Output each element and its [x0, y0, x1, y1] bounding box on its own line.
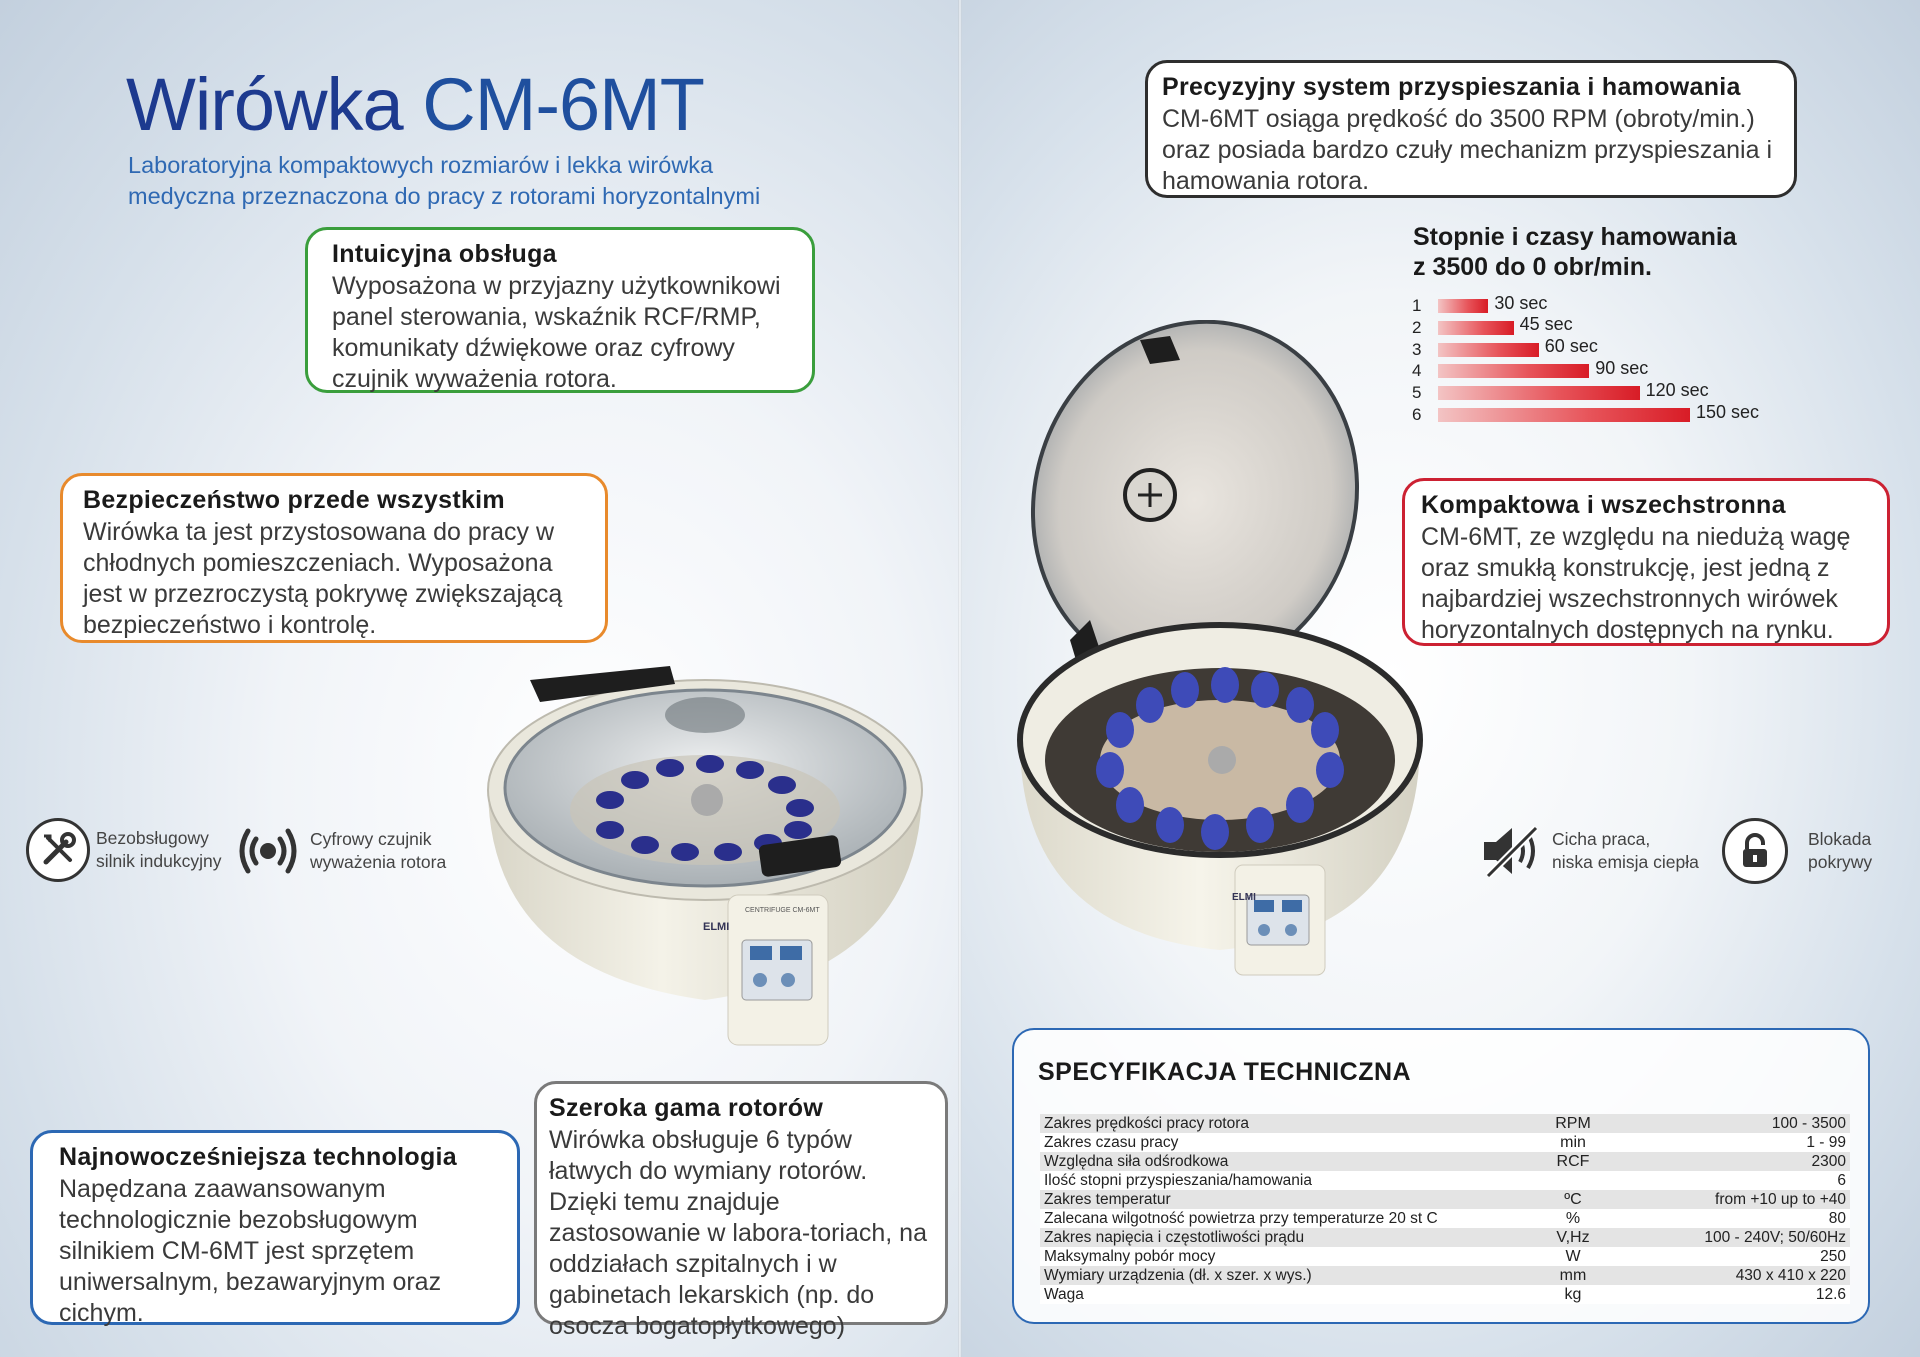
braking-bar-row [1412, 292, 1548, 316]
precision-text: CM-6MT osiąga prędkość do 3500 RPM (obroty/min.) oraz posiada bardzo czuły mechanizm przyspieszania i hamowania rotora. [1162, 105, 1773, 195]
intuitive-heading: Intuicyjna obsługa [332, 240, 557, 268]
box-compact [1402, 478, 1890, 646]
braking-time-label: 45 sec [1519, 314, 1573, 335]
spec-row [1040, 1133, 1850, 1152]
motor-feature-line-1: Bezobsługowy [96, 828, 209, 848]
compact-text: CM-6MT, ze względu na niedużą wagę oraz smukłą konstrukcję, jest jedną z najbardziej wszechstronnych wirówek horyzontalnych dostępnych na rynku. [1421, 523, 1851, 644]
braking-title [1413, 222, 1737, 282]
spec-row [1040, 1152, 1850, 1171]
spec-unit: RPM [1534, 1114, 1612, 1133]
spec-unit: RCF [1534, 1152, 1612, 1171]
braking-time-label: 60 sec [1544, 336, 1598, 357]
muted-speaker-icon [1480, 822, 1542, 880]
panel-label: CENTRIFUGE CM-6MT [745, 907, 820, 914]
braking-bar [1438, 343, 1539, 357]
technology-text: Napędzana zaawansowanym technologicznie bezobsługowym silnikiem CM-6MT jest sprzętem uniwersalnym, bezawaryjnym oraz cichym. [59, 1175, 442, 1327]
spec-unit: ºC [1534, 1190, 1612, 1209]
spec-param: Względna siła odśrodkowa [1040, 1152, 1534, 1171]
spec-row [1040, 1285, 1850, 1304]
braking-bar-row [1412, 357, 1649, 381]
spec-param: Zakres napięcia i częstotliwości prądu [1040, 1228, 1534, 1247]
motor-feature-line-2: silnik indukcyjny [96, 851, 222, 871]
spec-value: 6 [1612, 1171, 1850, 1190]
braking-bar-row [1412, 336, 1598, 360]
rotors-heading: Szeroka gama rotorów [549, 1094, 824, 1122]
spec-unit [1534, 1171, 1612, 1190]
brand-logo-right: ELMI [1232, 892, 1256, 903]
spec-row [1040, 1266, 1850, 1285]
braking-level-number: 1 [1412, 296, 1422, 315]
page-fold [958, 0, 962, 1357]
subtitle-line-1: Laboratoryjna kompaktowych rozmiarów i lekka wirówka [128, 152, 714, 178]
braking-level-number: 5 [1412, 383, 1422, 403]
lock-feature-line-2: pokrywy [1808, 852, 1873, 872]
spec-unit: W [1534, 1247, 1612, 1266]
braking-bar-row [1412, 379, 1709, 403]
spec-param: Zalecana wilgotność powietrza przy temperaturze 20 st C [1040, 1209, 1534, 1228]
centrifuge-closed-image [470, 640, 940, 1060]
technical-spec-panel [1012, 1028, 1870, 1324]
feature-lid-lock [1722, 818, 1872, 884]
braking-time-label: 150 sec [1696, 401, 1760, 422]
feature-quiet-operation [1480, 822, 1699, 880]
spec-unit: % [1534, 1209, 1612, 1228]
spec-title: SPECYFIKACJA TECHNICZNA [1038, 1058, 1412, 1086]
braking-bar [1438, 364, 1589, 378]
spec-row [1040, 1228, 1850, 1247]
safety-text: Wirówka ta jest przystosowana do pracy w chłodnych pomieszczeniach. Wyposażona jest w przezroczystą pokrywę zwiększającą bezpieczeństwo i kontrolę. [83, 518, 563, 639]
centrifuge-open-image [1000, 317, 1440, 980]
spec-param: Waga [1040, 1285, 1534, 1304]
feature-balance-sensor [236, 823, 446, 879]
spec-row [1040, 1114, 1850, 1133]
lock-feature-line-1: Blokada [1808, 829, 1872, 849]
page-subtitle [128, 150, 848, 212]
brand-logo-left: ELMI [703, 921, 730, 933]
spec-value: 1 - 99 [1612, 1133, 1850, 1152]
sensor-feature-line-2: wyważenia rotora [310, 852, 447, 872]
box-safety [60, 473, 608, 643]
braking-level-number: 3 [1412, 339, 1422, 359]
spec-param: Zakres prędkości pracy rotora [1040, 1114, 1534, 1133]
spec-unit: V,Hz [1534, 1228, 1612, 1247]
braking-level-number: 2 [1412, 317, 1422, 337]
spec-param: Zakres czasu pracy [1040, 1133, 1534, 1152]
braking-time-label: 30 sec [1494, 292, 1548, 313]
title-model: CM-6MT [422, 63, 704, 146]
wrench-screwdriver-icon [26, 818, 90, 882]
quiet-feature-line-1: Cicha praca, [1552, 829, 1651, 849]
spec-value: from +10 up to +40 [1612, 1190, 1850, 1209]
spec-unit: min [1534, 1133, 1612, 1152]
spec-value: 100 - 240V; 50/60Hz [1612, 1228, 1850, 1247]
spec-value: 100 - 3500 [1612, 1114, 1850, 1133]
spec-param: Wymiary urządzenia (dł. x szer. x wys.) [1040, 1266, 1534, 1285]
spec-row [1040, 1247, 1850, 1266]
spec-param: Maksymalny pobór mocy [1040, 1247, 1534, 1266]
braking-bar-row [1412, 401, 1760, 425]
braking-bar [1438, 321, 1514, 335]
box-intuitive-operation [305, 227, 815, 393]
spec-row [1040, 1209, 1850, 1228]
box-technology [30, 1130, 520, 1325]
braking-time-label: 120 sec [1645, 379, 1709, 400]
braking-level-number: 6 [1412, 405, 1422, 424]
braking-bar [1438, 386, 1640, 400]
braking-title-line-1: Stopnie i czasy hamowania [1413, 223, 1737, 251]
feature-maintenance-free-motor [26, 818, 221, 882]
sensor-feature-line-1: Cyfrowy czujnik [310, 829, 432, 849]
spec-unit: mm [1534, 1266, 1612, 1285]
box-precision [1145, 60, 1797, 198]
braking-level-number: 4 [1412, 361, 1422, 381]
braking-bar [1438, 299, 1488, 313]
braking-bar [1438, 408, 1690, 422]
page-title [126, 62, 704, 147]
safety-heading: Bezpieczeństwo przede wszystkim [83, 486, 505, 514]
spec-row [1040, 1171, 1850, 1190]
spec-table [1040, 1114, 1850, 1304]
spec-value: 2300 [1612, 1152, 1850, 1171]
braking-title-line-2: z 3500 do 0 obr/min. [1413, 253, 1652, 281]
precision-heading: Precyzyjny system przyspieszania i hamowania [1162, 73, 1741, 101]
padlock-icon [1722, 818, 1788, 884]
braking-time-label: 90 sec [1595, 357, 1649, 378]
spec-row [1040, 1190, 1850, 1209]
rotors-text: Wirówka obsługuje 6 typów łatwych do wymiany rotorów. Dzięki temu znajduje zastosowanie w labora-toriach, na oddziałach szpitalnych i w gabinetach lekarskich (np. do osocza bogatopłytkowego) [549, 1126, 927, 1340]
spec-value: 250 [1612, 1247, 1850, 1266]
box-rotors [534, 1081, 948, 1340]
compact-heading: Kompaktowa i wszechstronna [1421, 491, 1786, 519]
subtitle-line-2: medyczna przeznaczona do pracy z rotorami horyzontalnymi [128, 183, 761, 209]
spec-value: 12.6 [1612, 1285, 1850, 1304]
quiet-feature-line-2: niska emisja ciepła [1552, 852, 1699, 872]
spec-value: 430 x 410 x 220 [1612, 1266, 1850, 1285]
signal-waves-icon [236, 823, 300, 879]
braking-bar-row [1412, 314, 1573, 338]
spec-unit: kg [1534, 1285, 1612, 1304]
spec-param: Zakres temperatur [1040, 1190, 1534, 1209]
title-word-wirowka: Wirówka [126, 63, 403, 146]
spec-param: Ilość stopni przyspieszania/hamowania [1040, 1171, 1534, 1190]
intuitive-text: Wyposażona w przyjazny użytkownikowi panel sterowania, wskaźnik RCF/RMP, komunikaty dźwiękowe oraz cyfrowy czujnik wyważenia rotora. [332, 272, 781, 393]
spec-value: 80 [1612, 1209, 1850, 1228]
technology-heading: Najnowocześniejsza technologia [59, 1143, 457, 1171]
